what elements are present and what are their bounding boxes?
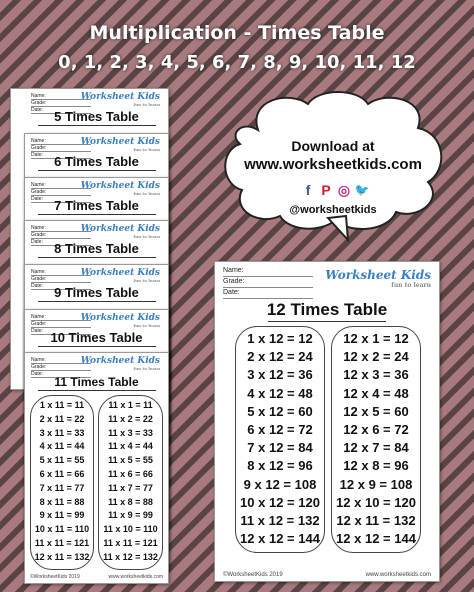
table-row: 11 x 10 = 110 [103,524,158,535]
table-row: 12 x 8 = 96 [343,458,409,474]
sheet-title: 5 Times Table [25,109,168,126]
right-column [98,395,163,570]
table-row: 11 x 9 = 99 [108,510,153,521]
table-row: 11 x 4 = 44 [108,441,153,452]
table-row: 11 x 11 = 121 [34,537,90,548]
sheet-11-times-table[interactable] [24,352,169,584]
table-row: 11 x 6 = 66 [108,468,153,479]
table-row: 12 x 11 = 132 [336,513,416,529]
date-label: Date: [31,283,91,290]
right-column [331,326,421,553]
date-label: Date: [31,371,91,378]
name-label: Name: [31,269,91,276]
name-label: Name: [31,138,91,145]
page-subtitle: 0, 1, 2, 3, 4, 5, 6, 7, 8, 9, 10, 11, 12 [58,52,416,73]
grade-label: Grade: [31,321,91,328]
grade-label: Grade: [31,276,91,283]
footer-website: www.worksheetkids.com [108,574,163,580]
website-link[interactable]: www.worksheetkids.com [244,156,422,173]
table-row: 11 x 7 = 77 [108,482,153,493]
date-label: Date: [31,152,91,159]
table-row: 12 x 2 = 24 [343,349,409,365]
worksheet-kids-logo: Worksheet Kids fun to learn [80,313,160,328]
pinterest-icon[interactable]: P [321,182,331,198]
worksheet-kids-logo: Worksheet Kids fun to learn [80,356,160,371]
date-label: Date: [31,107,91,114]
table-row: 8 x 12 = 96 [247,458,313,474]
worksheet-kids-logo: Worksheet Kids fun to learn [80,92,160,107]
table-row: 11 x 2 = 22 [108,413,153,424]
table-row: 10 x 11 = 110 [34,524,90,535]
grade-label: Grade: [31,189,91,196]
date-label: Date: [31,239,91,246]
name-label: Name: [223,266,313,277]
grade-label: Grade: [223,277,313,288]
sheet-title: 9 Times Table [25,285,168,302]
table-row: 3 x 12 = 36 [247,367,313,383]
worksheet-kids-logo: Worksheet Kids fun to learn [80,181,160,196]
left-column [235,326,325,553]
table-row: 12 x 11 = 132 [34,551,90,562]
download-speech-bubble [218,90,448,242]
sheet-title: 12 Times Table [215,300,439,322]
sheet-title: 8 Times Table [25,241,168,258]
grade-label: Grade: [31,100,91,107]
name-label: Name: [31,314,91,321]
grade-label: Grade: [31,232,91,239]
worksheet-kids-logo: Worksheet Kids fun to learn [325,268,431,289]
table-row: 7 x 11 = 77 [39,482,85,493]
name-label: Name: [31,93,91,100]
facebook-icon[interactable]: f [305,182,311,198]
table-row: 10 x 12 = 120 [240,494,320,510]
download-label: Download at [291,138,375,154]
table-row: 6 x 11 = 66 [39,468,85,479]
table-row: 3 x 11 = 33 [39,427,85,438]
table-row: 2 x 11 = 22 [39,413,85,424]
table-row: 2 x 12 = 24 [247,349,313,365]
table-row: 11 x 1 = 11 [108,400,153,410]
table-row: 11 x 5 = 55 [108,455,153,466]
table-row: 4 x 12 = 48 [247,385,313,401]
table-row: 12 x 12 = 144 [240,531,320,547]
table-row: 12 x 5 = 60 [343,403,409,419]
sheet-title: 10 Times Table [25,330,168,347]
sheet-title: 11 Times Table [25,375,168,391]
twitter-icon[interactable]: 🐦 [354,183,370,197]
table-row: 9 x 11 = 99 [39,510,85,521]
table-row: 6 x 12 = 72 [247,422,313,438]
table-row: 5 x 12 = 60 [247,403,313,419]
table-row: 11 x 11 = 121 [103,537,158,548]
name-label: Name: [31,225,91,232]
table-row: 12 x 1 = 12 [343,331,409,346]
worksheet-kids-logo: Worksheet Kids fun to learn [80,224,160,239]
name-label: Name: [31,182,91,189]
date-label: Date: [223,288,313,299]
social-handle: @worksheetkids [289,204,377,216]
grade-label: Grade: [31,364,91,371]
footer-copyright: ©WorksheetKids 2019 [30,574,80,580]
grade-label: Grade: [31,145,91,152]
table-row: 12 x 9 = 108 [339,476,413,492]
table-row: 1 x 11 = 11 [39,400,85,410]
table-row: 4 x 11 = 44 [39,441,85,452]
table-row: 7 x 12 = 84 [247,440,313,456]
table-row: 8 x 11 = 88 [39,496,85,507]
sheet-title: 7 Times Table [25,198,168,215]
table-row: 12 x 3 = 36 [343,367,409,383]
worksheet-kids-logo: Worksheet Kids fun to learn [80,137,160,152]
table-row: 1 x 12 = 12 [247,331,313,346]
name-label: Name: [31,357,91,364]
table-row: 11 x 12 = 132 [240,513,320,529]
table-row: 12 x 4 = 48 [343,385,409,401]
table-row: 9 x 12 = 108 [243,476,317,492]
table-row: 11 x 12 = 132 [103,551,158,562]
date-label: Date: [31,328,91,335]
table-row: 12 x 6 = 72 [343,422,409,438]
meta-block [223,266,313,299]
worksheet-kids-logo: Worksheet Kids fun to learn [80,268,160,283]
table-row: 5 x 11 = 55 [39,455,85,466]
table-row: 12 x 10 = 120 [336,494,416,510]
page-title: Multiplication - Times Table [89,22,385,44]
left-column [30,395,94,570]
table-row: 12 x 7 = 84 [343,440,409,456]
date-label: Date: [31,196,91,203]
table-row: 11 x 3 = 33 [108,427,153,438]
sheet-12-times-table[interactable] [214,261,440,582]
footer-website: www.worksheetkids.com [365,572,431,578]
footer-copyright: ©WorksheetKids 2019 [223,572,283,578]
instagram-icon[interactable]: ◎ [337,182,351,198]
table-row: 12 x 12 = 144 [336,531,416,547]
table-row: 11 x 8 = 88 [108,496,153,507]
sheet-title: 6 Times Table [25,154,168,171]
